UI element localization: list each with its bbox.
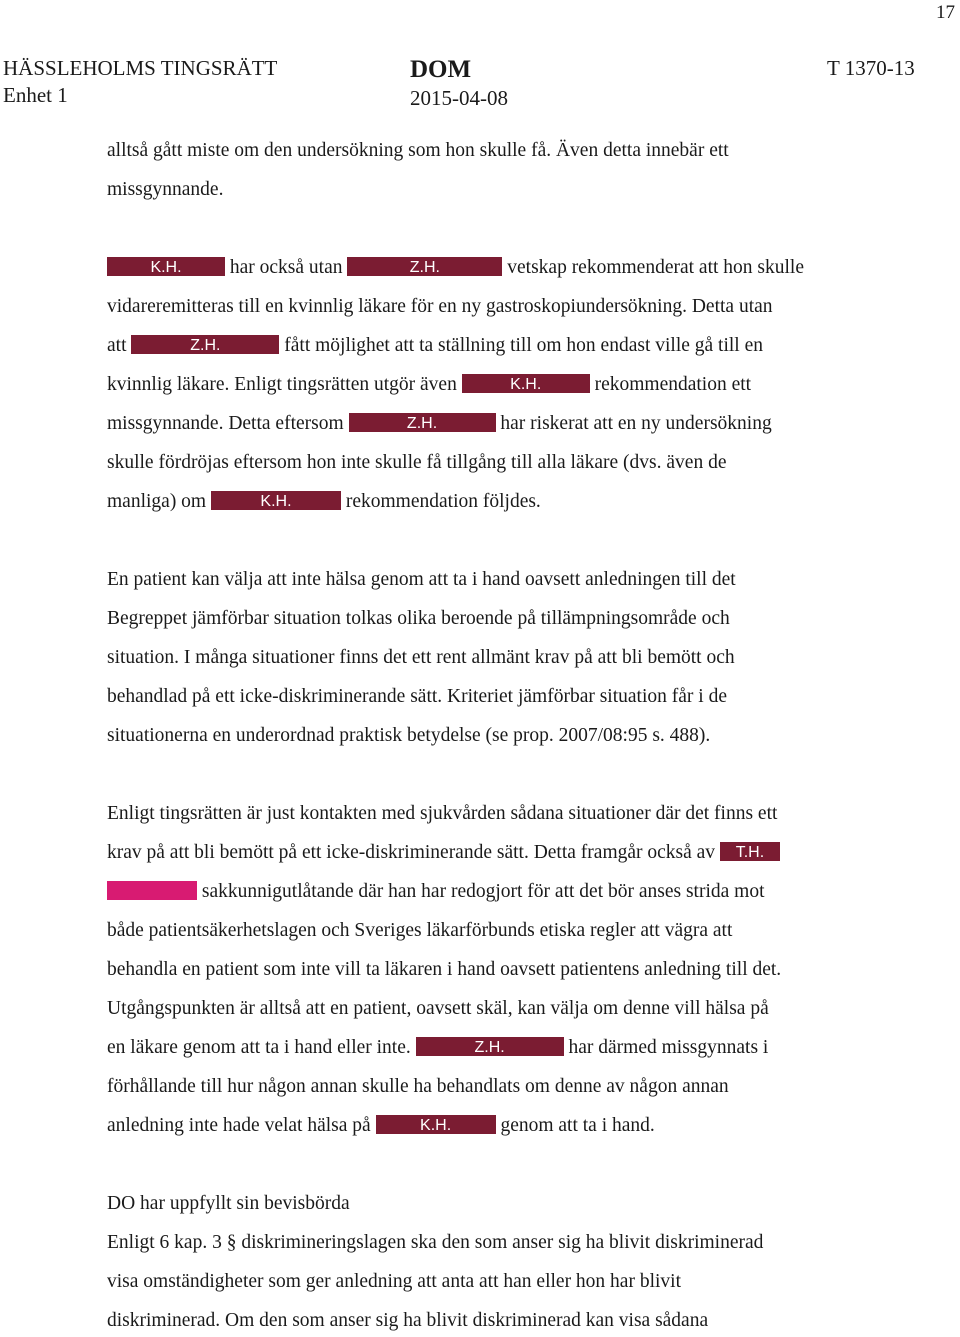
paragraph-line: behandlad på ett icke-diskriminerande sätt. Kriteriet jämförbar situation får i de [107, 686, 727, 707]
redaction-kh: K.H. [462, 374, 590, 393]
redaction-kh: K.H. [107, 257, 225, 276]
redaction-zh: Z.H. [131, 335, 279, 354]
paragraph-line: anledning inte hade velat hälsa på K.H. genom att ta i hand. [107, 1115, 655, 1136]
paragraph-line: kvinnlig läkare. Enligt tingsrätten utgör även K.H. rekommendation ett [107, 374, 752, 395]
paragraph-line: visa omständigheter som ger anledning att anta att han eller hon har blivit [107, 1271, 682, 1292]
document-date: 2015-04-08 [410, 86, 508, 110]
paragraph-line: missgynnande. [107, 179, 224, 200]
paragraph-line: en läkare genom att ta i hand eller inte. Z.H. har därmed missgynnats i [107, 1037, 769, 1058]
paragraph-line: situationerna en underordnad praktisk betydelse (se prop. 2007/08:95 s. 488). [107, 725, 711, 746]
redaction-kh: K.H. [211, 491, 341, 510]
redaction-zh: Z.H. [416, 1037, 564, 1056]
paragraph-line: förhållande till hur någon annan skulle ha behandlats om denne av någon annan [107, 1076, 729, 1097]
redaction-th-continued [107, 881, 197, 900]
redaction-th: T.H. [720, 842, 780, 861]
document-type: DOM [410, 56, 472, 83]
paragraph-line: missgynnande. Detta eftersom Z.H. har riskerat att en ny undersökning [107, 413, 772, 434]
paragraph-line: diskriminerad. Om den som anser sig ha blivit diskriminerad kan visa sådana [107, 1310, 709, 1331]
page-number: 17 [936, 2, 955, 23]
paragraph-line: vidareremitteras till en kvinnlig läkare för en ny gastroskopiundersökning. Detta utan [107, 296, 773, 317]
paragraph-line: skulle fördröjas eftersom hon inte skulle få tillgång till alla läkare (dvs. även de [107, 452, 727, 473]
paragraph-line: krav på att bli bemött på ett icke-diskriminerande sätt. Detta framgår också av T.H. [107, 841, 780, 865]
court-unit: Enhet 1 [3, 83, 68, 107]
paragraph-line: Enligt tingsrätten är just kontakten med sjukvården sådana situationer där det finns ett [107, 803, 778, 824]
paragraph-line: situation. I många situationer finns det ett rent allmänt krav på att bli bemött och [107, 647, 735, 668]
case-number: T 1370-13 [827, 56, 915, 80]
paragraph-line: alltså gått miste om den undersökning som hon skulle få. Även detta innebär ett [107, 140, 729, 161]
paragraph-line: Begreppet jämförbar situation tolkas olika beroende på tillämpningsområde och [107, 608, 730, 629]
redaction-zh: Z.H. [349, 413, 496, 432]
paragraph-line: både patientsäkerhetslagen och Sveriges läkarförbunds etiska regler att vägra att [107, 920, 733, 941]
court-name: HÄSSLEHOLMS TINGSRÄTT [3, 56, 278, 80]
paragraph-line: behandla en patient som inte vill ta läkaren i hand oavsett patientens anledning till det. [107, 959, 782, 980]
paragraph-line: sakkunnigutlåtande där han har redogjort för att det bör anses strida mot [107, 880, 765, 904]
paragraph-line: Utgångspunkten är alltså att en patient, oavsett skäl, kan välja om denne vill hälsa på [107, 998, 769, 1019]
paragraph-line: K.H. har också utan Z.H. vetskap rekommenderat att hon skulle [107, 256, 804, 280]
paragraph-line: manliga) om K.H. rekommendation följdes. [107, 491, 541, 512]
redaction-zh: Z.H. [347, 257, 502, 276]
section-heading: DO har uppfyllt sin bevisbörda [107, 1193, 350, 1214]
paragraph-line: att Z.H. fått möjlighet att ta ställning till om hon endast ville gå till en [107, 335, 763, 356]
redaction-kh: K.H. [376, 1115, 496, 1134]
paragraph-line: En patient kan välja att inte hälsa genom att ta i hand oavsett anledningen till det [107, 569, 736, 590]
paragraph-line: Enligt 6 kap. 3 § diskrimineringslagen ska den som anser sig ha blivit diskriminerad [107, 1232, 764, 1253]
